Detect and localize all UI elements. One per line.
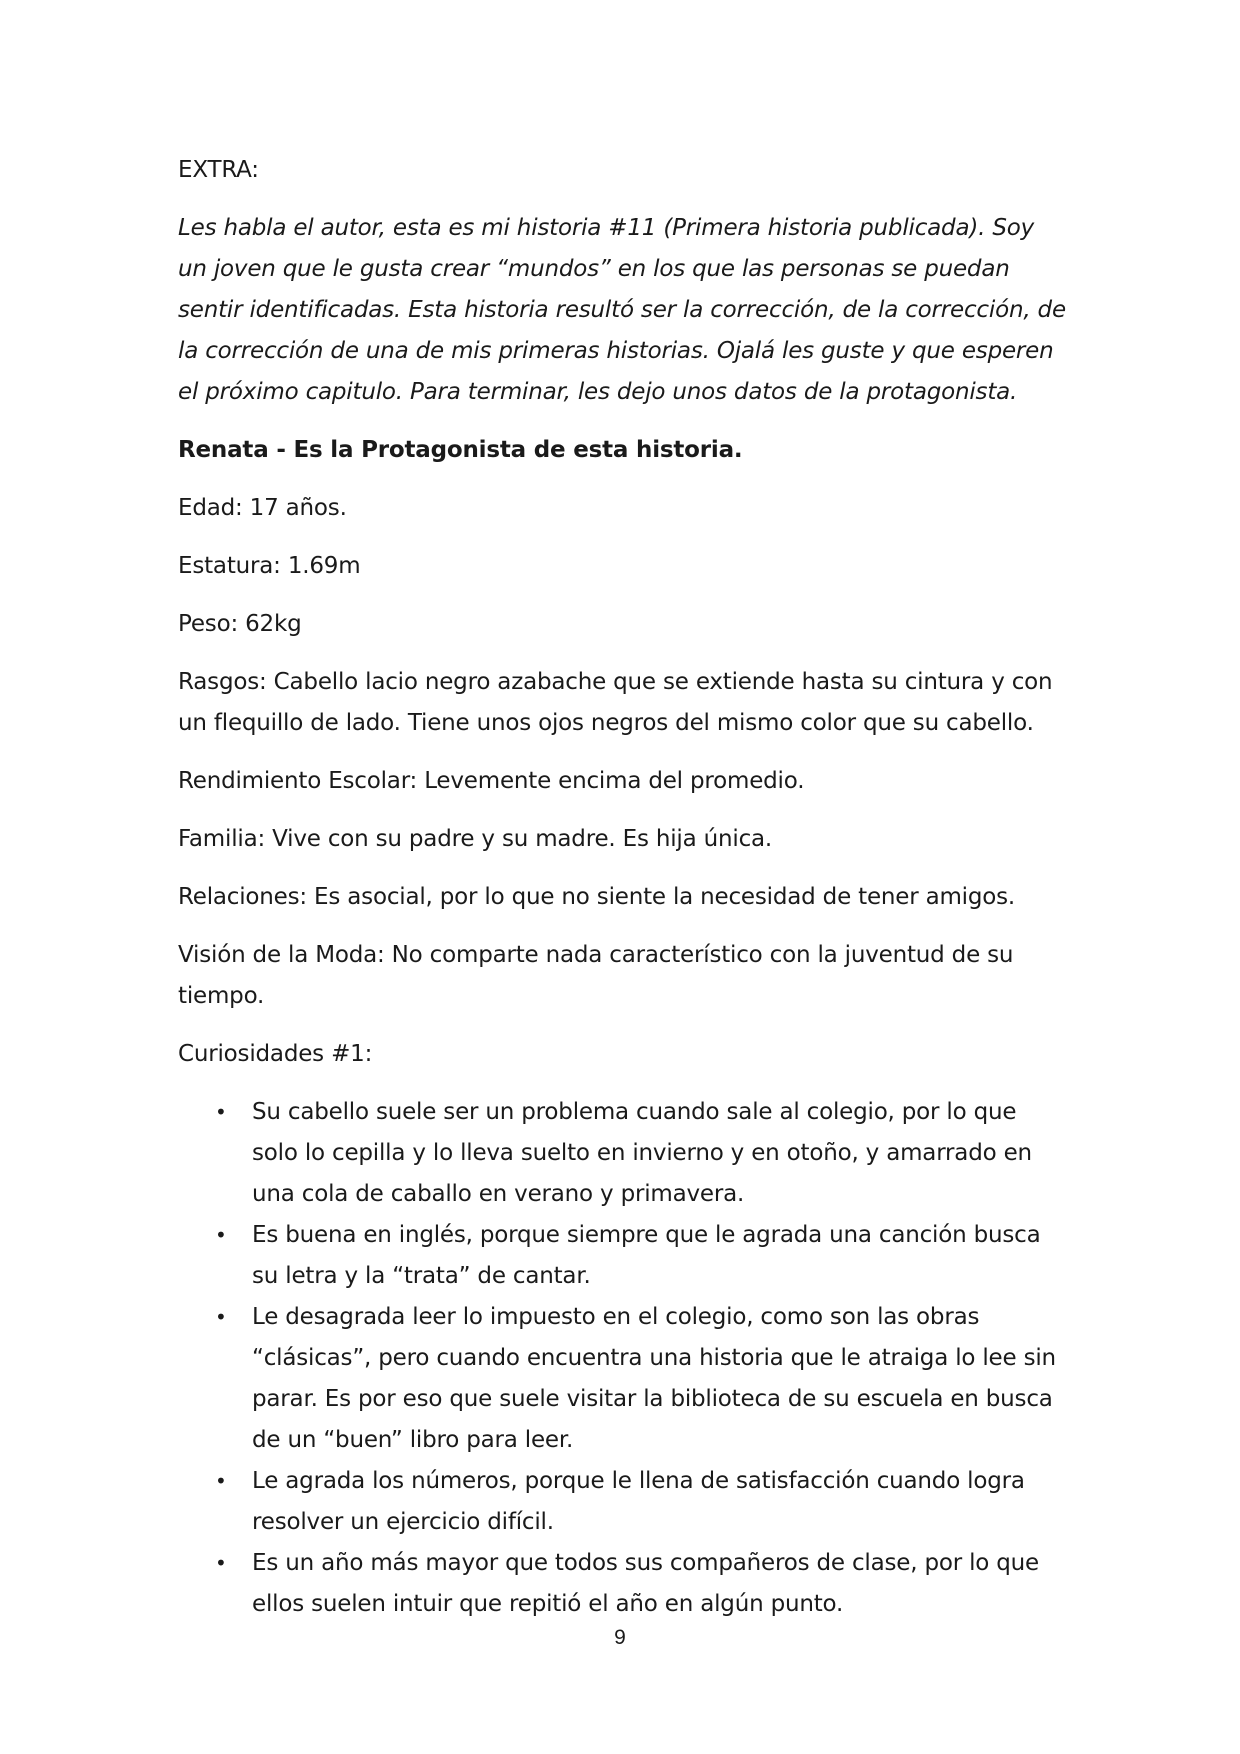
fact-traits: Rasgos: Cabello lacio negro azabache que se extiende hasta su cintura y con un flequillo de lado. Tiene unos ojos negros del mismo color que su cabello. — [178, 669, 1053, 736]
curiosity-text: Es buena en inglés, porque siempre que le agrada una canción busca su letra y la “trata” de cantar. — [252, 1222, 1041, 1289]
fact-height: Estatura: 1.69m — [178, 553, 361, 579]
bullet-icon: • — [215, 1100, 227, 1124]
fact-weight: Peso: 62kg — [178, 611, 302, 637]
list-item — [178, 1461, 1068, 1543]
list-item — [178, 1297, 1068, 1461]
character-title: Renata - Es la Protagonista de esta historia. — [178, 437, 743, 463]
bullet-icon: • — [215, 1223, 227, 1247]
page-number: 9 — [614, 1626, 626, 1649]
curiosities-list — [178, 1092, 1068, 1625]
fact-relationships: Relaciones: Es asocial, por lo que no siente la necesidad de tener amigos. — [178, 884, 1016, 910]
fact-family: Familia: Vive con su padre y su madre. Es hija única. — [178, 826, 773, 852]
curiosities-label: Curiosidades #1: — [178, 1041, 373, 1067]
bullet-icon: • — [215, 1469, 227, 1493]
author-note: Les habla el autor, esta es mi historia #11 (Primera historia publicada). Soy un joven que le gusta crear “mundos” en los que las personas se puedan sentir identificadas. Esta historia resultó ser la corrección, de la corrección, de la corrección de una de mis primeras historias. Ojalá les guste y que esperen el próximo capitulo. Para terminar, les dejo unos datos de la protagonista. — [178, 215, 1066, 405]
page-content — [178, 150, 1068, 1625]
curiosity-text: Le desagrada leer lo impuesto en el colegio, como son las obras “clásicas”, pero cuando encuentra una historia que le atraiga lo lee sin parar. Es por eso que suele visitar la biblioteca de su escuela en busca de un “buen” libro para leer. — [252, 1304, 1056, 1453]
list-item — [178, 1215, 1068, 1297]
curiosity-text: Le agrada los números, porque le llena de satisfacción cuando logra resolver un ejercicio difícil. — [252, 1468, 1025, 1535]
extra-heading: EXTRA: — [178, 157, 259, 183]
bullet-icon: • — [215, 1551, 227, 1575]
curiosity-text: Su cabello suele ser un problema cuando sale al colegio, por lo que solo lo cepilla y lo lleva suelto en invierno y en otoño, y amarrado en una cola de caballo en verano y primavera. — [252, 1099, 1032, 1207]
fact-fashion: Visión de la Moda: No comparte nada característico con la juventud de su tiempo. — [178, 942, 1014, 1009]
list-item — [178, 1543, 1068, 1625]
bullet-icon: • — [215, 1305, 227, 1329]
curiosity-text: Es un año más mayor que todos sus compañeros de clase, por lo que ellos suelen intuir que repitió el año en algún punto. — [252, 1550, 1039, 1617]
list-item — [178, 1092, 1068, 1215]
fact-school-performance: Rendimiento Escolar: Levemente encima del promedio. — [178, 768, 805, 794]
fact-age: Edad: 17 años. — [178, 495, 347, 521]
